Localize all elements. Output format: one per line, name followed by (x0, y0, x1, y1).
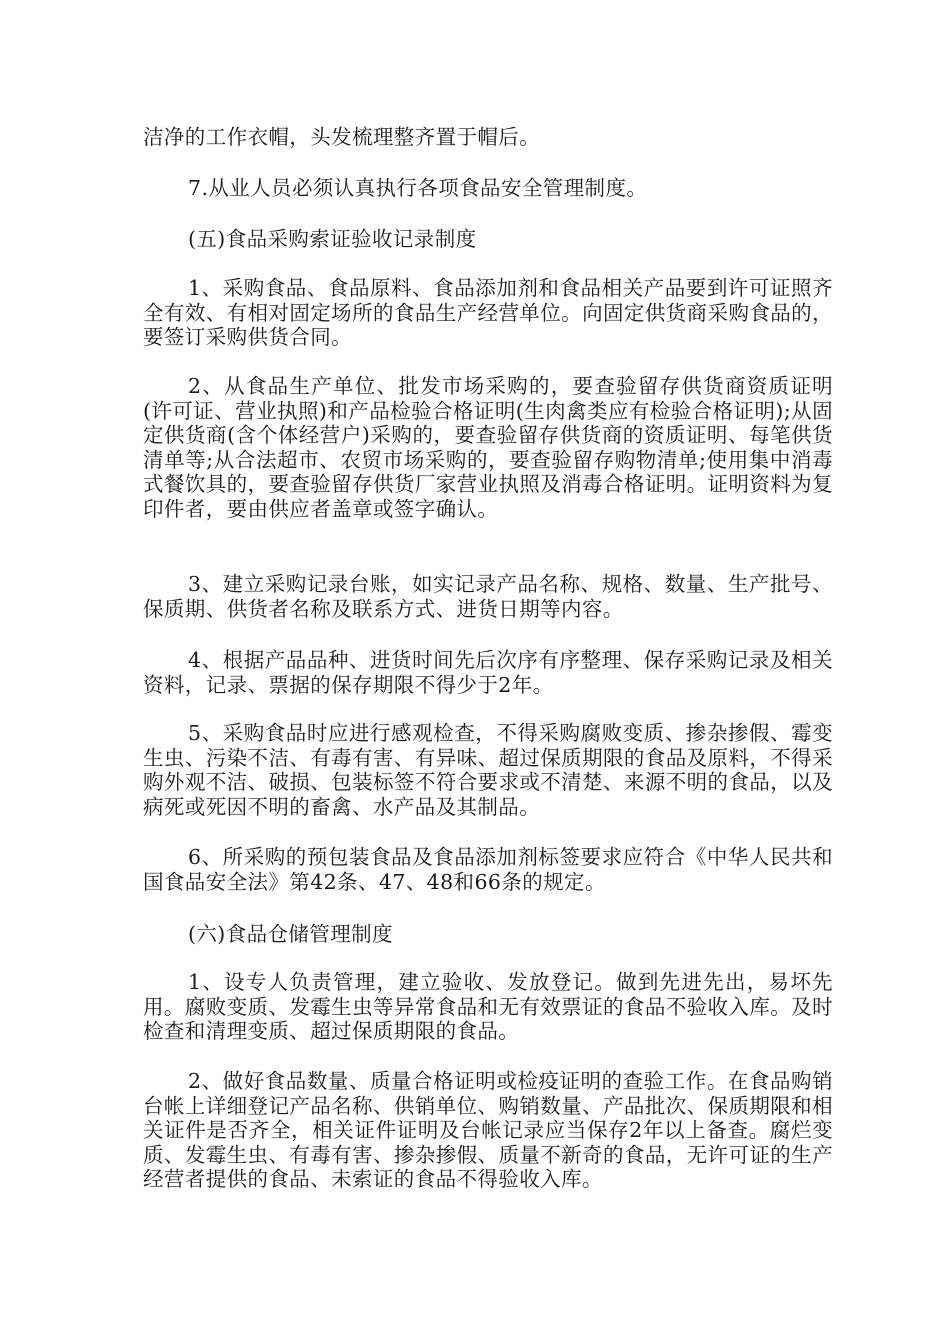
paragraph-purchase-3: 3、建立采购记录台账，如实记录产品名称、规格、数量、生产批号、保质期、供货者名称及联系方式、进货日期等内容。 (143, 572, 833, 621)
paragraph-purchase-1: 1、采购食品、食品原料、食品添加剂和食品相关产品要到许可证照齐全有效、有相对固定场所的食品生产经营单位。向固定供货商采购食品的，要签订采购供货合同。 (143, 276, 833, 349)
paragraph-continuation: 洁净的工作衣帽，头发梳理整齐置于帽后。 (143, 125, 541, 149)
paragraph-storage-1: 1、设专人负责管理，建立验收、发放登记。做到先进先出，易坏先用。腐败变质、发霉生虫等异常食品和无有效票证的食品不验收入库。及时检查和清理变质、超过保质期限的食品。 (143, 970, 833, 1043)
section-heading-5: (五)食品采购索证验收记录制度 (188, 227, 477, 251)
paragraph-purchase-5: 5、采购食品时应进行感观检查，不得采购腐败变质、掺杂掺假、霉变生虫、污染不洁、有毒有害、有异味、超过保质期限的食品及原料，不得采购外观不洁、破损、包装标签不符合要求或不清楚、来源不明的食品，以及病死或死因不明的畜禽、水产品及其制品。 (143, 721, 833, 819)
paragraph-purchase-6: 6、所采购的预包装食品及食品添加剂标签要求应符合《中华人民共和国食品安全法》第42条、47、48和66条的规定。 (143, 845, 833, 894)
paragraph-storage-2: 2、做好食品数量、质量合格证明或检疫证明的查验工作。在食品购销台帐上详细登记产品名称、供销单位、购销数量、产品批次、保质期限和相关证件是否齐全，相关证件证明及台帐记录应当保存2年以上备查。腐烂变质、发霉生虫、有毒有害、掺杂掺假、质量不新奇的食品，无许可证的生产经营者提供的食品、未索证的食品不得验收入库。 (143, 1069, 833, 1191)
paragraph-item-7: 7.从业人员必须认真执行各项食品安全管理制度。 (188, 176, 648, 200)
section-heading-6: (六)食品仓储管理制度 (188, 922, 393, 946)
paragraph-purchase-4: 4、根据产品品种、进货时间先后次序有序整理、保存采购记录及相关资料，记录、票据的保存期限不得少于2年。 (143, 648, 833, 697)
paragraph-purchase-2: 2、从食品生产单位、批发市场采购的，要查验留存供货商资质证明(许可证、营业执照)和产品检验合格证明(生肉禽类应有检验合格证明);从固定供货商(含个体经营户)采购的，要查验留存供货商的资质证明、每笔供货清单等;从合法超市、农贸市场采购的，要查验留存购物清单;使用集中消毒式餐饮具的，要查验留存供货厂家营业执照及消毒合格证明。证明资料为复印件者，要由供应者盖章或签字确认。 (143, 374, 833, 521)
